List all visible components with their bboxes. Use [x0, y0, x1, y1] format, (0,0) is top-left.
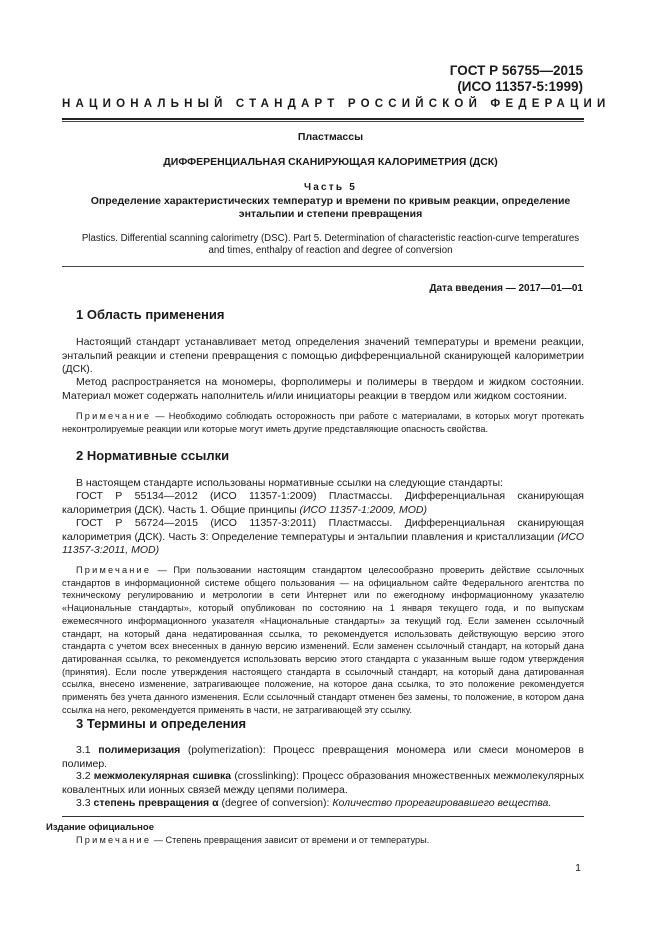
page-number: 1 [575, 862, 581, 874]
note-label: Примечание [76, 835, 152, 845]
note-text: — При пользовании настоящим стандартом целесообразно проверить действие ссылочных стандартов в информационной системе общего пользования — на официальном сайте Федерального агентства по техническому регулированию и метрологии в сети Интернет или по ежегодному информационному указателю «Национальные стандарты», который опубликован по состоянию на 1 января текущего года, и по выпускам ежемесячного информационного указателя «Национальные стандарты» за текущий год. Если заменен ссылочный стандарт, на который дана недатированная ссылка, то рекомендуется использовать действующую версию этого стандарта с учетом всех внесенных в данную версию изменений. Если заменен ссылочный стандарт, на который дана датированная ссылка, то рекомендуется использовать версию этого стандарта с указанным выше годом утверждения (принятия). Если после утверждения настоящего стандарта в ссылочный стандарт, на который дана датированная ссылка, внесено изменение, затрагивающее положение, на которое дана ссылка, то это положение рекомендуется применять без учета данного изменения. Если ссылочный стандарт отменен без замены, то положение, в котором дана ссылка на него, рекомендуется применять в части, не затрагивающей эту ссылку. [62, 565, 584, 715]
note-label: Примечание [76, 411, 152, 421]
gost-number: ГОСТ Р 56755—2015 [449, 63, 583, 78]
part-number: Часть 5 [304, 182, 357, 193]
note-label: Примечание [76, 565, 152, 575]
term-3-1 [62, 744, 584, 771]
footer-note [76, 834, 576, 847]
term-name: межмолекулярная сшивка [93, 770, 232, 782]
note-text: — Степень превращения зависит от времени и от температуры. [151, 835, 430, 845]
title-rule [62, 266, 584, 267]
term-number: 3.2 [76, 770, 94, 782]
reference-2-iso: (ИСО 11357-3:2011, MOD) [62, 530, 584, 556]
introduction-date: Дата введения — 2017—01—01 [429, 283, 583, 294]
official-edition: Издание официальное [46, 822, 154, 833]
reference-1-text: ГОСТ Р 55134—2012 (ИСО 11357-1:2009) Пластмассы. Дифференциальная сканирующая калориметрия (ДСК). Часть 1. Общие принципы [62, 490, 584, 516]
part-title-line2: энтальпии и степени превращения [238, 208, 423, 220]
term-name: полимеризация [98, 744, 181, 756]
section-2-intro: В настоящем стандарте использованы нормативные ссылки на следующие стандарты: [76, 477, 503, 489]
section-1-heading: 1 Область применения [76, 307, 225, 322]
reference-1 [62, 490, 584, 517]
iso-number: (ИСО 11357-5:1999) [457, 79, 583, 94]
section-2-heading: 2 Нормативные ссылки [76, 448, 230, 463]
part-title-line1: Определение характеристических температур и времени по кривым реакции, определение [90, 195, 571, 207]
reference-1-iso: (ИСО 11357-1:2009, MOD) [299, 503, 427, 516]
section-1-paragraph-1: Настоящий стандарт устанавливает метод определения значений температуры и времени реакции, энтальпий реакции и степени превращения с помощью дифференциальной сканирующей калориметрии (ДСК). [62, 336, 584, 375]
note-text: — Необходимо соблюдать осторожность при работе с материалами, в которых могут протекать неконтролируемые реакции или которые могут иметь другие представляющие опасность свойства. [62, 411, 584, 434]
national-standard-title: НАЦИОНАЛЬНЫЙ СТАНДАРТ РОССИЙСКОЙ ФЕДЕРАЦИИ [62, 98, 611, 110]
term-name: степень превращения α [93, 797, 219, 809]
term-definition-italic: Количество прореагировавшего вещества. [332, 797, 552, 809]
main-title: ДИФФЕРЕНЦИАЛЬНАЯ СКАНИРУЮЩАЯ КАЛОРИМЕТРИЯ (ДСК) [163, 156, 498, 168]
english-title-line1: Plastics. Differential scanning calorimetry (DSC). Part 5. Determination of characteristic reaction-curve temperatures [81, 233, 580, 244]
term-definition: (polymerization): Процесс превращения мономера или смеси мономеров в полимер. [62, 744, 585, 770]
english-title-line2: and times, enthalpy of reaction and degree of conversion [208, 245, 453, 256]
section-1-note [62, 410, 584, 435]
reference-2 [62, 517, 584, 558]
header-rule-thick [62, 118, 584, 120]
section-1-paragraph-2: Метод распространяется на мономеры, форполимеры и полимеры в твердом и жидком состоянии. Материал может содержать наполнитель и/или инициаторы реакции в твердом или жидком состоянии. [62, 376, 584, 402]
term-number: 3.1 [76, 744, 99, 756]
standard-designation [450, 63, 583, 95]
subject-title: Пластмассы [297, 131, 364, 143]
term-3-3 [62, 797, 584, 811]
term-definition: (degree of conversion): [218, 797, 333, 809]
header-rule-thin [62, 121, 584, 122]
section-2-note [62, 564, 584, 716]
term-3-2 [62, 770, 584, 797]
term-number: 3.3 [76, 797, 94, 809]
section-3-heading: 3 Термины и определения [76, 716, 247, 731]
term-definition: (crosslinking): Процесс образования множественных межмолекулярных ковалентных или ионных связей между цепями полимера. [62, 770, 584, 796]
footer-rule [62, 816, 584, 817]
reference-2-text: ГОСТ Р 56724—2015 (ИСО 11357-3:2011) Пластмассы. Дифференциальная сканирующая калориметрия (ДСК). Часть 3: Определение температуры и энтальпии плавления и кристаллизации [62, 517, 584, 543]
